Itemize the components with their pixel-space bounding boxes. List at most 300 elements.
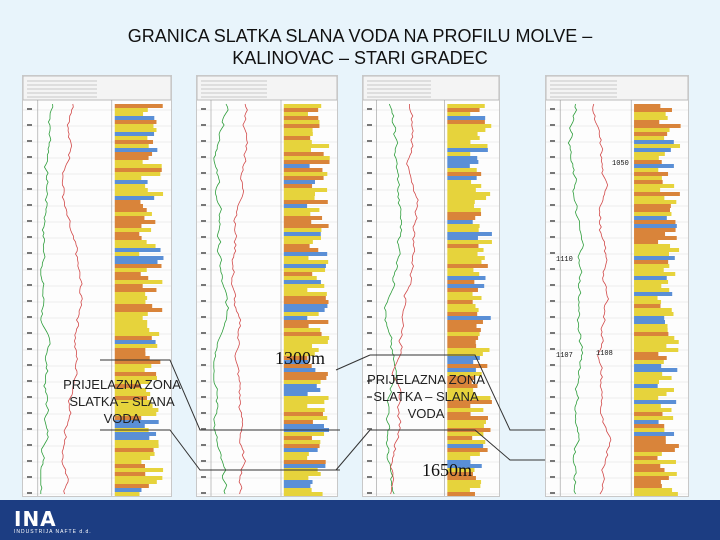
lithology-band [284, 124, 320, 128]
lithology-band [115, 340, 156, 344]
lithology-band [447, 208, 480, 212]
transition-zone-label-right [356, 371, 496, 422]
log-curve [593, 104, 611, 494]
lithology-band [284, 332, 322, 336]
depth-tick [367, 108, 372, 110]
lithology-band [447, 168, 476, 172]
lithology-band [284, 460, 326, 464]
lithology-band [115, 444, 159, 448]
lithology-band [447, 484, 480, 488]
depth-tick [27, 108, 32, 110]
depth-tick [201, 252, 206, 254]
lithology-band [634, 220, 675, 224]
lithology-band [115, 304, 152, 308]
lithology-band [634, 140, 674, 144]
lithology-band [634, 196, 664, 200]
depth-tick [201, 460, 206, 462]
lithology-band [634, 372, 662, 376]
lithology-band [284, 316, 307, 320]
lithology-band [284, 236, 321, 240]
lithology-band [115, 156, 149, 160]
lithology-band [447, 440, 485, 444]
lithology-band [284, 148, 311, 152]
lithology-band [284, 444, 320, 448]
lithology-band [634, 120, 659, 124]
lithology-band [634, 376, 672, 380]
lithology-band [634, 400, 676, 404]
lithology-band [115, 244, 156, 248]
lithology-band [115, 432, 156, 436]
lithology-band [284, 232, 321, 236]
lithology-band [115, 172, 161, 176]
lithology-band [284, 424, 324, 428]
lithology-band [634, 456, 657, 460]
lithology-band [634, 136, 664, 140]
depth-tick [550, 284, 555, 286]
panel-mark-4: 1108 [596, 350, 613, 358]
depth-tick [27, 204, 32, 206]
lithology-band [284, 328, 320, 332]
lithology-band [115, 468, 163, 472]
lithology-band [284, 488, 312, 492]
lithology-band [115, 184, 145, 188]
depth-tick [201, 348, 206, 350]
lithology-band [115, 180, 148, 184]
depth-tick [27, 444, 32, 446]
ina-logo [14, 507, 92, 535]
lithology-band [284, 324, 309, 328]
lithology-band [115, 268, 147, 272]
log-curve [41, 104, 53, 494]
lithology-band [284, 288, 308, 292]
depth-tick [201, 300, 206, 302]
lithology-band [634, 448, 675, 452]
lithology-band [634, 272, 675, 276]
depth-tick [27, 156, 32, 158]
depth-tick [550, 444, 555, 446]
depth-tick [201, 108, 206, 110]
lithology-band [284, 380, 321, 384]
lithology-band [284, 196, 315, 200]
lithology-band [447, 344, 476, 348]
lithology-band [634, 304, 660, 308]
depth-tick [550, 156, 555, 158]
lithology-band [115, 436, 150, 440]
lithology-band [447, 144, 487, 148]
depth-tick [27, 492, 32, 494]
lithology-band [284, 448, 318, 452]
lithology-band [634, 328, 668, 332]
lithology-band [284, 464, 326, 468]
lithology-band [284, 416, 327, 420]
well-log-panel-2 [196, 75, 338, 497]
lithology-band [447, 284, 484, 288]
lithology-band [447, 320, 483, 324]
lithology-band [634, 292, 672, 296]
lithology-band [634, 300, 661, 304]
log-curve [232, 104, 248, 494]
depth-tick [27, 268, 32, 270]
log-curve [384, 104, 401, 494]
lithology-band [447, 248, 483, 252]
lithology-band [115, 316, 143, 320]
lithology-band [634, 480, 661, 484]
lithology-band [447, 292, 472, 296]
lithology-band [115, 160, 143, 164]
slide-title [60, 25, 660, 69]
lithology-band [284, 432, 324, 436]
lithology-band [115, 108, 148, 112]
depth-tick [201, 428, 206, 430]
title-line-2: KALINOVAC – STARI GRADEC [232, 48, 488, 68]
log-header [197, 76, 337, 100]
lithology-band [634, 412, 662, 416]
depth-tick [367, 444, 372, 446]
lithology-band [447, 348, 489, 352]
lithology-band [284, 248, 318, 252]
lithology-band [634, 216, 667, 220]
depth-tick [367, 316, 372, 318]
logo-subtitle: INDUSTRIJA NAFTE d.d. [14, 529, 92, 535]
lithology-band [634, 168, 658, 172]
lithology-band [634, 440, 666, 444]
depth-tick [550, 460, 555, 462]
lithology-band [634, 488, 672, 492]
depth-tick [27, 332, 32, 334]
lithology-band [634, 476, 669, 480]
lithology-band [634, 212, 671, 216]
lithology-band [284, 172, 328, 176]
depth-tick [550, 476, 555, 478]
well-log-panel-3 [362, 75, 500, 497]
lithology-band [447, 488, 470, 492]
lithology-band [447, 180, 471, 184]
lithology-band [447, 436, 472, 440]
lithology-band [634, 256, 675, 260]
lithology-band [284, 304, 328, 308]
panel-mark-1: 1050 [612, 160, 629, 168]
lithology-band [447, 212, 481, 216]
depth-tick [27, 252, 32, 254]
depth-tick [201, 140, 206, 142]
lithology-band [284, 456, 307, 460]
lithology-band [284, 404, 307, 408]
depth-tick [27, 460, 32, 462]
lithology-band [284, 336, 329, 340]
lithology-band [447, 156, 477, 160]
lithology-band [284, 108, 318, 112]
depth-tick [27, 364, 32, 366]
lithology-band [447, 244, 478, 248]
lithology-band [115, 440, 159, 444]
lithology-band [634, 228, 676, 232]
depth-tick [550, 268, 555, 270]
depth-tick [27, 220, 32, 222]
lithology-band [447, 184, 481, 188]
lithology-band [115, 320, 147, 324]
depth-tick [201, 396, 206, 398]
panel-mark-3: 1107 [556, 352, 573, 360]
lithology-band [115, 132, 154, 136]
lithology-band [634, 484, 662, 488]
lithology-band [284, 308, 325, 312]
depth-tick [550, 364, 555, 366]
lithology-band [284, 140, 312, 144]
lithology-band [284, 200, 328, 204]
lithology-band [447, 424, 484, 428]
lithology-band [115, 276, 148, 280]
lithology-band [284, 372, 328, 376]
lithology-band [115, 192, 163, 196]
lithology-band [115, 296, 147, 300]
depth-tick [201, 364, 206, 366]
zone-right-line-3: VODA [407, 406, 445, 421]
depth-tick [367, 300, 372, 302]
lithology-band [447, 152, 470, 156]
lithology-band [284, 272, 312, 276]
lithology-band [634, 208, 670, 212]
log-curve [390, 104, 418, 494]
lithology-band [634, 472, 677, 476]
lithology-band [115, 116, 155, 120]
lithology-band [115, 140, 153, 144]
lithology-band [115, 324, 147, 328]
lithology-band [447, 340, 475, 344]
lithology-band [284, 480, 313, 484]
lithology-band [115, 352, 146, 356]
lithology-band [115, 128, 157, 132]
depth-tick [550, 188, 555, 190]
lithology-band [447, 132, 477, 136]
zone-left-line-1: PRIJELAZNA ZONA [63, 377, 181, 392]
lithology-band [447, 308, 478, 312]
lithology-band [284, 184, 312, 188]
lithology-band [447, 432, 483, 436]
lithology-band [284, 168, 323, 172]
lithology-band [115, 212, 152, 216]
depth-tick [27, 348, 32, 350]
lithology-band [447, 360, 473, 364]
lithology-band [284, 136, 310, 140]
lithology-band [284, 392, 308, 396]
lithology-band [115, 472, 145, 476]
lithology-band [115, 460, 142, 464]
depth-tick [550, 332, 555, 334]
lithology-band [634, 388, 674, 392]
lithology-band [447, 300, 472, 304]
zone-right-line-1: PRIJELAZNA ZONA [367, 372, 485, 387]
footer-bar [0, 500, 720, 540]
lithology-band [284, 452, 309, 456]
lithology-band [284, 396, 329, 400]
lithology-band [634, 296, 657, 300]
lithology-band [447, 104, 484, 108]
depth-tick [550, 172, 555, 174]
lithology-band [115, 124, 154, 128]
lithology-band [447, 444, 483, 448]
depth-tick [201, 332, 206, 334]
lithology-band [634, 244, 670, 248]
lithology-band [284, 388, 321, 392]
depth-tick [27, 236, 32, 238]
depth-tick [201, 172, 206, 174]
lithology-band [284, 252, 327, 256]
lithology-band [284, 156, 330, 160]
lithology-band [634, 364, 661, 368]
depth-tick [550, 236, 555, 238]
lithology-band [447, 200, 474, 204]
lithology-band [284, 240, 313, 244]
lithology-band [284, 296, 326, 300]
lithology-band [284, 192, 315, 196]
lithology-band [447, 356, 480, 360]
depth-tick [550, 108, 555, 110]
log-header [546, 76, 688, 100]
lithology-band [284, 160, 330, 164]
lithology-band [284, 408, 325, 412]
lithology-band [634, 460, 676, 464]
depth-tick [27, 172, 32, 174]
lithology-band [447, 216, 475, 220]
lithology-band [115, 476, 163, 480]
depth-tick [367, 268, 372, 270]
lithology-band [115, 484, 149, 488]
lithology-band [447, 352, 483, 356]
lithology-band [115, 112, 143, 116]
depth-tick [367, 428, 372, 430]
lithology-band [115, 328, 149, 332]
lithology-band [634, 408, 671, 412]
lithology-band [634, 148, 671, 152]
lithology-band [115, 264, 162, 268]
lithology-band [284, 476, 309, 480]
lithology-band [634, 164, 674, 168]
depth-tick [367, 348, 372, 350]
lithology-band [634, 232, 665, 236]
lithology-band [447, 172, 481, 176]
lithology-band [115, 220, 156, 224]
lithology-band [634, 204, 671, 208]
lithology-band [634, 268, 664, 272]
lithology-band [634, 452, 662, 456]
depth-tick [550, 348, 555, 350]
lithology-band [447, 140, 470, 144]
lithology-band [447, 428, 490, 432]
lithology-band [447, 220, 472, 224]
lithology-band [447, 328, 481, 332]
lithology-band [284, 180, 315, 184]
lithology-band [447, 332, 479, 336]
lithology-band [447, 112, 470, 116]
lithology-band [634, 340, 679, 344]
lithology-band [447, 204, 474, 208]
lithology-band [115, 368, 145, 372]
lithology-band [284, 400, 325, 404]
lithology-band [634, 284, 661, 288]
zone-left-line-3: VODA [103, 411, 141, 426]
lithology-band [284, 104, 321, 108]
lithology-band [115, 144, 149, 148]
lithology-band [115, 348, 146, 352]
lithology-band [634, 288, 669, 292]
depth-tick [201, 284, 206, 286]
lithology-band [284, 256, 309, 260]
lithology-band [634, 132, 667, 136]
lithology-band [115, 452, 155, 456]
lithology-band [447, 448, 487, 452]
well-log-panel-1 [22, 75, 172, 497]
lithology-band [115, 448, 154, 452]
lithology-band [115, 288, 157, 292]
lithology-band [634, 380, 659, 384]
lithology-band [115, 256, 164, 260]
lithology-band [115, 480, 157, 484]
lithology-band [634, 404, 661, 408]
depth-tick [367, 204, 372, 206]
depth-tick [550, 380, 555, 382]
lithology-band [447, 272, 479, 276]
lithology-band [634, 464, 660, 468]
lithology-band [634, 320, 665, 324]
lithology-band [284, 412, 323, 416]
lithology-band [115, 176, 142, 180]
depth-tick [550, 492, 555, 494]
lithology-band [447, 164, 469, 168]
lithology-band [447, 276, 485, 280]
depth-tick [367, 492, 372, 494]
lithology-band [115, 492, 140, 496]
depth-tick [27, 284, 32, 286]
panel-mark-2: 1110 [556, 256, 573, 264]
lithology-band [447, 128, 485, 132]
lithology-band [634, 108, 672, 112]
lithology-band [284, 428, 329, 432]
lithology-band [447, 192, 490, 196]
logo-name: INA [14, 507, 57, 531]
depth-tick [201, 124, 206, 126]
lithology-band [115, 260, 158, 264]
lithology-band [634, 444, 679, 448]
depth-tick [550, 220, 555, 222]
lithology-band [284, 132, 313, 136]
lithology-band [634, 396, 658, 400]
lithology-band [115, 292, 145, 296]
depth-tick [27, 380, 32, 382]
lithology-band [284, 208, 320, 212]
lithology-band [284, 112, 308, 116]
lithology-band [115, 300, 146, 304]
lithology-band [115, 188, 148, 192]
lithology-band [284, 220, 311, 224]
lithology-band [447, 296, 481, 300]
lithology-band [115, 360, 161, 364]
lithology-band [447, 236, 478, 240]
depth-tick [367, 460, 372, 462]
lithology-band [447, 336, 478, 340]
lithology-band [115, 308, 162, 312]
lithology-band [284, 436, 312, 440]
lithology-band [115, 332, 159, 336]
lithology-band [284, 472, 321, 476]
lithology-band [115, 364, 152, 368]
lithology-band [447, 108, 479, 112]
lithology-band [634, 360, 664, 364]
lithology-band [284, 244, 310, 248]
lithology-band [634, 424, 664, 428]
lithology-band [634, 248, 679, 252]
depth-tick [201, 156, 206, 158]
lithology-band [634, 240, 658, 244]
